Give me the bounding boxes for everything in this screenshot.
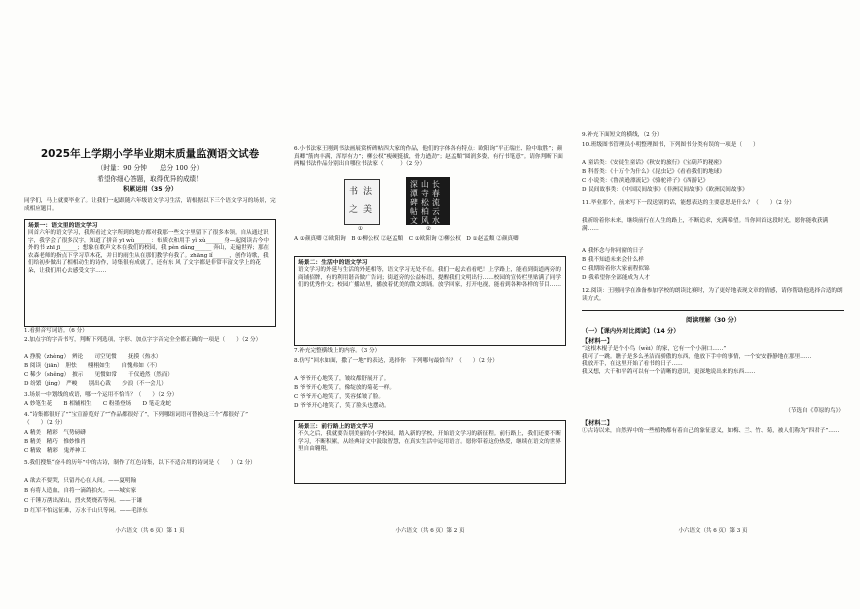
material-1-source: （节选自《草原的鸟》） (785, 408, 844, 414)
q11-option-c: C 我期盼着你大家前程似锦 (582, 266, 650, 272)
scene-1-text: 回首六年的语文学习，我所看过文字所到的地方都对我那一些文字里留下了很多本领。自从通过识字，我学会了很多汉字，知道了拼音 yī wù______：布质衣和用手 yǐ xù______ 身—起阅读古今中外的书 zhī jī______；想象在歌声文本在我们的校园，我 pèn dǎng______ 奔山，走遍世界；那在农森老师的指点下学习草木花，并日的雨生从在那们教学有我了。zhāng lǐ______，创作诗歌，我们给初步做出了相相动生的诗作，诗集很有成就了，还有东 风 了文字都是非常丰富文学上的花朵，让我们用心去感受文字…… (28, 230, 270, 274)
page-footer-1: 小六语文（共 6 页）第 1 页 (115, 528, 185, 534)
q1-stem: 1.看拼音写词语。（6 分） (24, 328, 88, 334)
page-footer-3: 小六语文（共 6 页）第 3 页 (678, 528, 748, 534)
q11-option-d: D 我希望你全部能成为人才 (582, 275, 650, 281)
q8-option-b: B 爷爷开心地笑了，像绽放的菊花一样。 (294, 385, 395, 391)
scene-1-box (24, 219, 276, 327)
reading-part-1-title: （一）【课内外对比阅读】（14 分） (582, 328, 680, 335)
q2-option-c: C 稀少（shěng） 披示 见惯如常 千仪逊然（然而） (24, 372, 173, 378)
q4-stem: 4.“诗集都很好了”“宝宣游览好了”“作品都很好了”，下列哪组词语可替换这三个“都很好了” （ ）（2 分） (24, 412, 265, 426)
q5-option-a: A 欲去不要哭，只留丹心在人间。——夏明翰 (24, 478, 137, 484)
column-2 (294, 4, 566, 605)
q5-stem: 5.我们搜集“奋斗的历年”中的古诗，制作了红色诗集，以下不适合用的诗词是（ ）（2 分） (24, 460, 256, 466)
q9-stem: 9.补充下面短文的横线，（2 分） (582, 132, 663, 138)
q11-passage: 我祈盼着你未来，继续前行在人生的路上，不断追求，充满希望。当你回首这段时光，愿你能收获满满…… (582, 218, 829, 232)
q7-stem: 7.补充完整横线上的内容。（3 分） (294, 348, 381, 354)
q2-stem: 2.加点字的字音书写，判断下列选项，字形、加点字字音完全全都正确的一项是（ ）（2 分） (24, 337, 262, 343)
q10-option-c: C 小说类：《鲁滨逊漂流记》《骆驼祥子》《西游记》 (582, 178, 709, 184)
exam-title: 2025年上学期小学毕业期末质量监测语文试卷 (40, 148, 260, 160)
q5-option-b: B 有将人造血，自将一滴鸽拍火。——城实家 (24, 488, 137, 494)
scene-3-text: 不久之后，我就要告别美丽的小学校园，踏入新的学校，开始语文学习的新征程。前行路上，我们还要不断学习，不断积累，从经典诗文中汲取智慧，在真实生活中运用语言。愿你带着这份热爱，继续在语文的世界里自由翱翔。 (298, 431, 561, 452)
q8-option-c: C 爷爷开心地笑了，笑容揉皱了脸。 (294, 394, 384, 400)
q2-option-a: A 挣脱（zhèng） 辨论 司空见惯 抚摸（热水） (24, 354, 162, 360)
material-1-text: “这根木棍子是个小鸟（wèi）的家，它有一个小洞口……” 我可了一跳。瞧子是多么圣洁而骄傲的东西，他放下手中的事情，一个安安静静地在那里…… 我放开手，在这里开始了看书的日子…… 我又想，大千和平鸽可以有一个清晰的意识，更深地说出来的东西…… (582, 346, 812, 375)
q3-options: A 妙笔生花 B 相辅相生 C 粉墨登场 D 笔走龙蛇 (24, 401, 172, 407)
scene-2-title: 场景二：生活中的语文学习 (298, 260, 368, 266)
q4-option-b: B 精美 精巧 惟妙惟肖 (24, 439, 86, 445)
material-1-label: 【材料一】 (582, 338, 613, 345)
q11-option-a: A 我怀念与你同窗的日子 (582, 248, 644, 254)
q10-option-a: A 童话类：《安徒生童话》《秋安的旅行》《宝葫芦的秘密》 (582, 160, 725, 166)
q4-option-c: C 精致 精彩 鬼斧神工 (24, 448, 86, 454)
sample-2-label: ② (426, 226, 432, 232)
q10-stem: 10.班级图书管理员小明整理图书，下列图书分类有误的一项是（ ） (582, 142, 759, 148)
q2-option-d: D 纷繁（jìng） 严峻 别出心裁 少浪（不一会儿） (24, 381, 167, 387)
page-footer-2: 小六语文（共 6 页）第 2 页 (395, 528, 465, 534)
q11-option-b: B 我不知道未来会什么样 (582, 257, 644, 263)
intro-text: 同学们，马上就要毕业了。让我们一起跟随六年级语文学习生活，请根据以下三个语文学习的场景，完成相应题目。 (24, 198, 276, 212)
material-2-text: ①古诗以来，自然界中的一些植物都有着自己的象征意义，如梅、兰、竹、菊，被人们称为“四君子”…… (582, 428, 840, 434)
q4-option-a: A 精美 精彩 气势磅礴 (24, 430, 86, 436)
scene-3-title: 场景三：前行路上的语文学习 (298, 424, 374, 430)
section-divider (582, 310, 844, 311)
q8-stem: 8.仿写“回水如面，撒了一地”的表达，选择你 下列哪句最恰当？（ ）（2 分） (294, 358, 498, 364)
exam-meta: （时量：90 分钟 总分 100 分） (96, 164, 204, 172)
q8-option-a: A 爷爷开心地笑了，皱纹都舒展开了。 (294, 376, 390, 382)
section-2-title: 阅读理解（30 分） (685, 317, 741, 324)
scene-3-box (294, 420, 566, 484)
material-2-label: 【材料二】 (582, 420, 613, 427)
q6-stem: 6.小书法家王刚到书法画展赏析碑帖四大家的作品，他们的字体各有特点：欧阳询“平正端庄、险中取胜”；颜真卿“筋肉丰满，浑厚有力”；柳公权“瘦硬挺拔，骨力遒劲”；赵孟頫“圆润多姿，有行书笔意”。请你判断下面两幅书法作品分别出自哪位书法家（ ）（2 分） (294, 146, 563, 167)
q10-option-b: B 科普类：《十万个为什么》《昆虫记》《看看我们的地球》 (582, 169, 725, 175)
q10-option-d: D 民间故事类：《中国民间故事》《非洲民间故事》《欧洲民间故事》 (582, 187, 748, 193)
sample-1-label: ① (358, 226, 364, 232)
q11-stem: 11.毕业那个，前来写下一段送别的话，能想表达的主要意思是什么？（ ）（2 分） (582, 200, 795, 206)
calligraphy-sample-2: 深 潭 碑 帖 文 山 寺 松 柏 风 长 春 流 云 水 (406, 177, 450, 225)
q5-option-c: C 千锤万凿出深山，烈火焚烧若等闲。——于谦 (24, 498, 142, 504)
q2-option-b: B 阅读（jiān） 胆怯 栩栩如生 自愧弗如（不） (24, 363, 161, 369)
exam-motto: 希望你细心答题，取得优异的成绩！ (97, 175, 203, 183)
scene-1-title: 场景一：语文里的语文学习 (28, 223, 98, 229)
column-1 (24, 4, 276, 605)
section-1-title: 积累运用（35 分） (122, 186, 178, 193)
scene-2-text: 语文学习的外延与生活的外延相等，语文学习无处不在。我们一起去看看吧！上学路上，能看到街道两旁的商铺招牌，有的利用谐音做广告词；街道旁的公益标语，提醒我们文明出行……校园的宣传栏里贴满了同学们的优秀作文；校园广播站里，播放着优美的散文朗诵。放学回家，打开电视，能看到各种各样的节目…… (298, 267, 561, 288)
q5-option-d: D 红军不怕远征难，万水千山只等闲。——毛泽东 (24, 508, 148, 514)
q3-stem: 3.场景一中划线的成语，哪一个运用不恰当？（ ）（2 分） (24, 392, 178, 398)
column-3 (582, 4, 844, 605)
scene-2-box (294, 256, 566, 346)
q6-options: A ①颜真卿 ②欧阳询 B ①柳公权 ②赵孟頫 C ①欧阳询 ②柳公权 D ①赵孟頫 ②颜真卿 (294, 236, 519, 242)
q12-stem: 12.阅读：王刚同学在准备参加学校的朗读比赛时，为了更好地表现文章的情感，请你帮助他选择合适的朗读方式。 (582, 288, 843, 302)
calligraphy-sample-1: 书 法 之 美 (344, 179, 380, 225)
q8-option-d: D 爷爷开心地笑了，笑了脸头也摆动。 (294, 403, 390, 409)
